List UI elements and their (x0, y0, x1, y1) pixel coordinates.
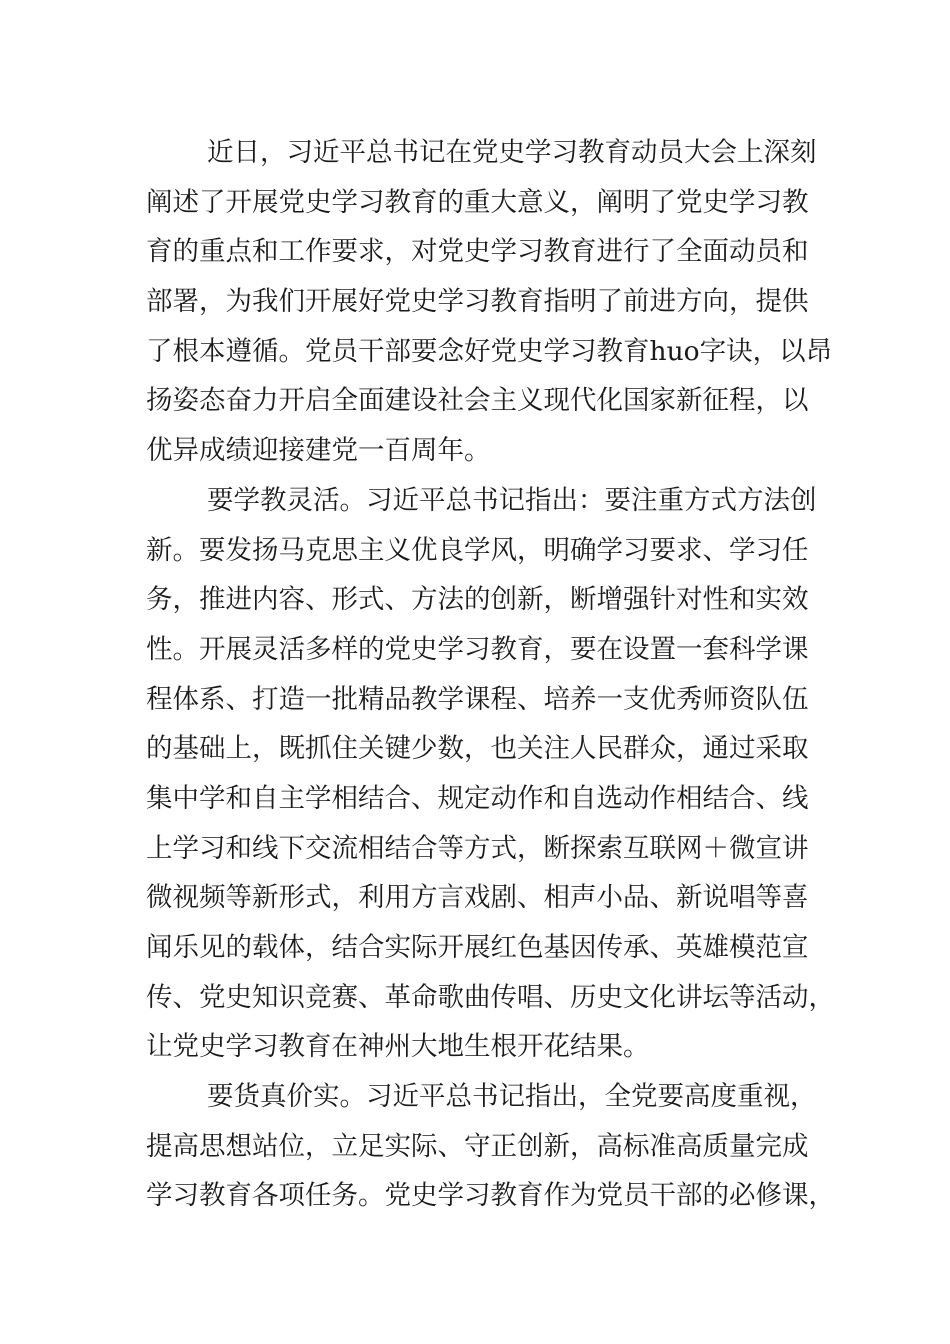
text-line: 阐述了开展党史学习教育的重大意义，阐明了党史学习教 (146, 186, 809, 218)
text-line: 部署，为我们开展好党史学习教育指明了前进方向，提供 (146, 286, 809, 318)
text-line: 扬姿态奋力开启全面建设社会主义现代化国家新征程，以 (146, 385, 809, 417)
text-line: 程体系、打造一批精品教学课程、培养一支优秀师资队伍 (146, 683, 809, 715)
text-line: 闻乐见的载体，结合实际开展红色基因传承、英雄模范宣 (146, 932, 809, 963)
paragraph-3 (146, 1072, 835, 1221)
text-line: 的基础上，既抓住关键少数，也关注人民群众，通过采取 (146, 733, 809, 765)
text-line: 要货真价实。习近平总书记指出，全党要高度重视， (207, 1081, 817, 1113)
text-line: 要学教灵活。习近平总书记指出：要注重方式方法创 (207, 484, 817, 516)
text-line: 传、党史知识竞赛、革命歌曲传唱、历史文化讲坛等活动， (146, 981, 835, 1013)
text-line: 学习教育各项任务。党史学习教育作为党员干部的必修课， (146, 1180, 835, 1212)
text-line: 让党史学习教育在神州大地生根开花结果。 (146, 1031, 650, 1063)
text-line: 新。要发扬马克思主义优良学风，明确学习要求、学习任 (146, 534, 809, 566)
text-line: 微视频等新形式，利用方言戏剧、相声小品、新说唱等喜 (146, 882, 809, 914)
text-line: 提高思想站位，立足实际、守正创新，高标准高质量完成 (146, 1130, 809, 1162)
text-line: 性。开展灵活多样的党史学习教育，要在设置一套科学课 (146, 633, 809, 665)
paragraph-1 (146, 128, 833, 476)
text-line: 育的重点和工作要求，对党史学习教育进行了全面动员和 (146, 236, 809, 268)
text-line: 优异成绩迎接建党一百周年。 (146, 435, 491, 467)
paragraph-2 (146, 476, 835, 1072)
text-line: 上学习和线下交流相结合等方式，断探索互联网＋微宣讲 (146, 832, 809, 864)
document-body (146, 128, 835, 1221)
text-line: 了根本遵循。党员干部要念好党史学习教育huo字诀，以昂 (146, 335, 833, 367)
text-line: 集中学和自主学相结合、规定动作和自选动作相结合、线 (146, 782, 809, 814)
text-line: 近日，习近平总书记在党史学习教育动员大会上深刻 (207, 137, 817, 168)
text-line: 务，推进内容、形式、方法的创新，断增强针对性和实效 (146, 584, 809, 616)
